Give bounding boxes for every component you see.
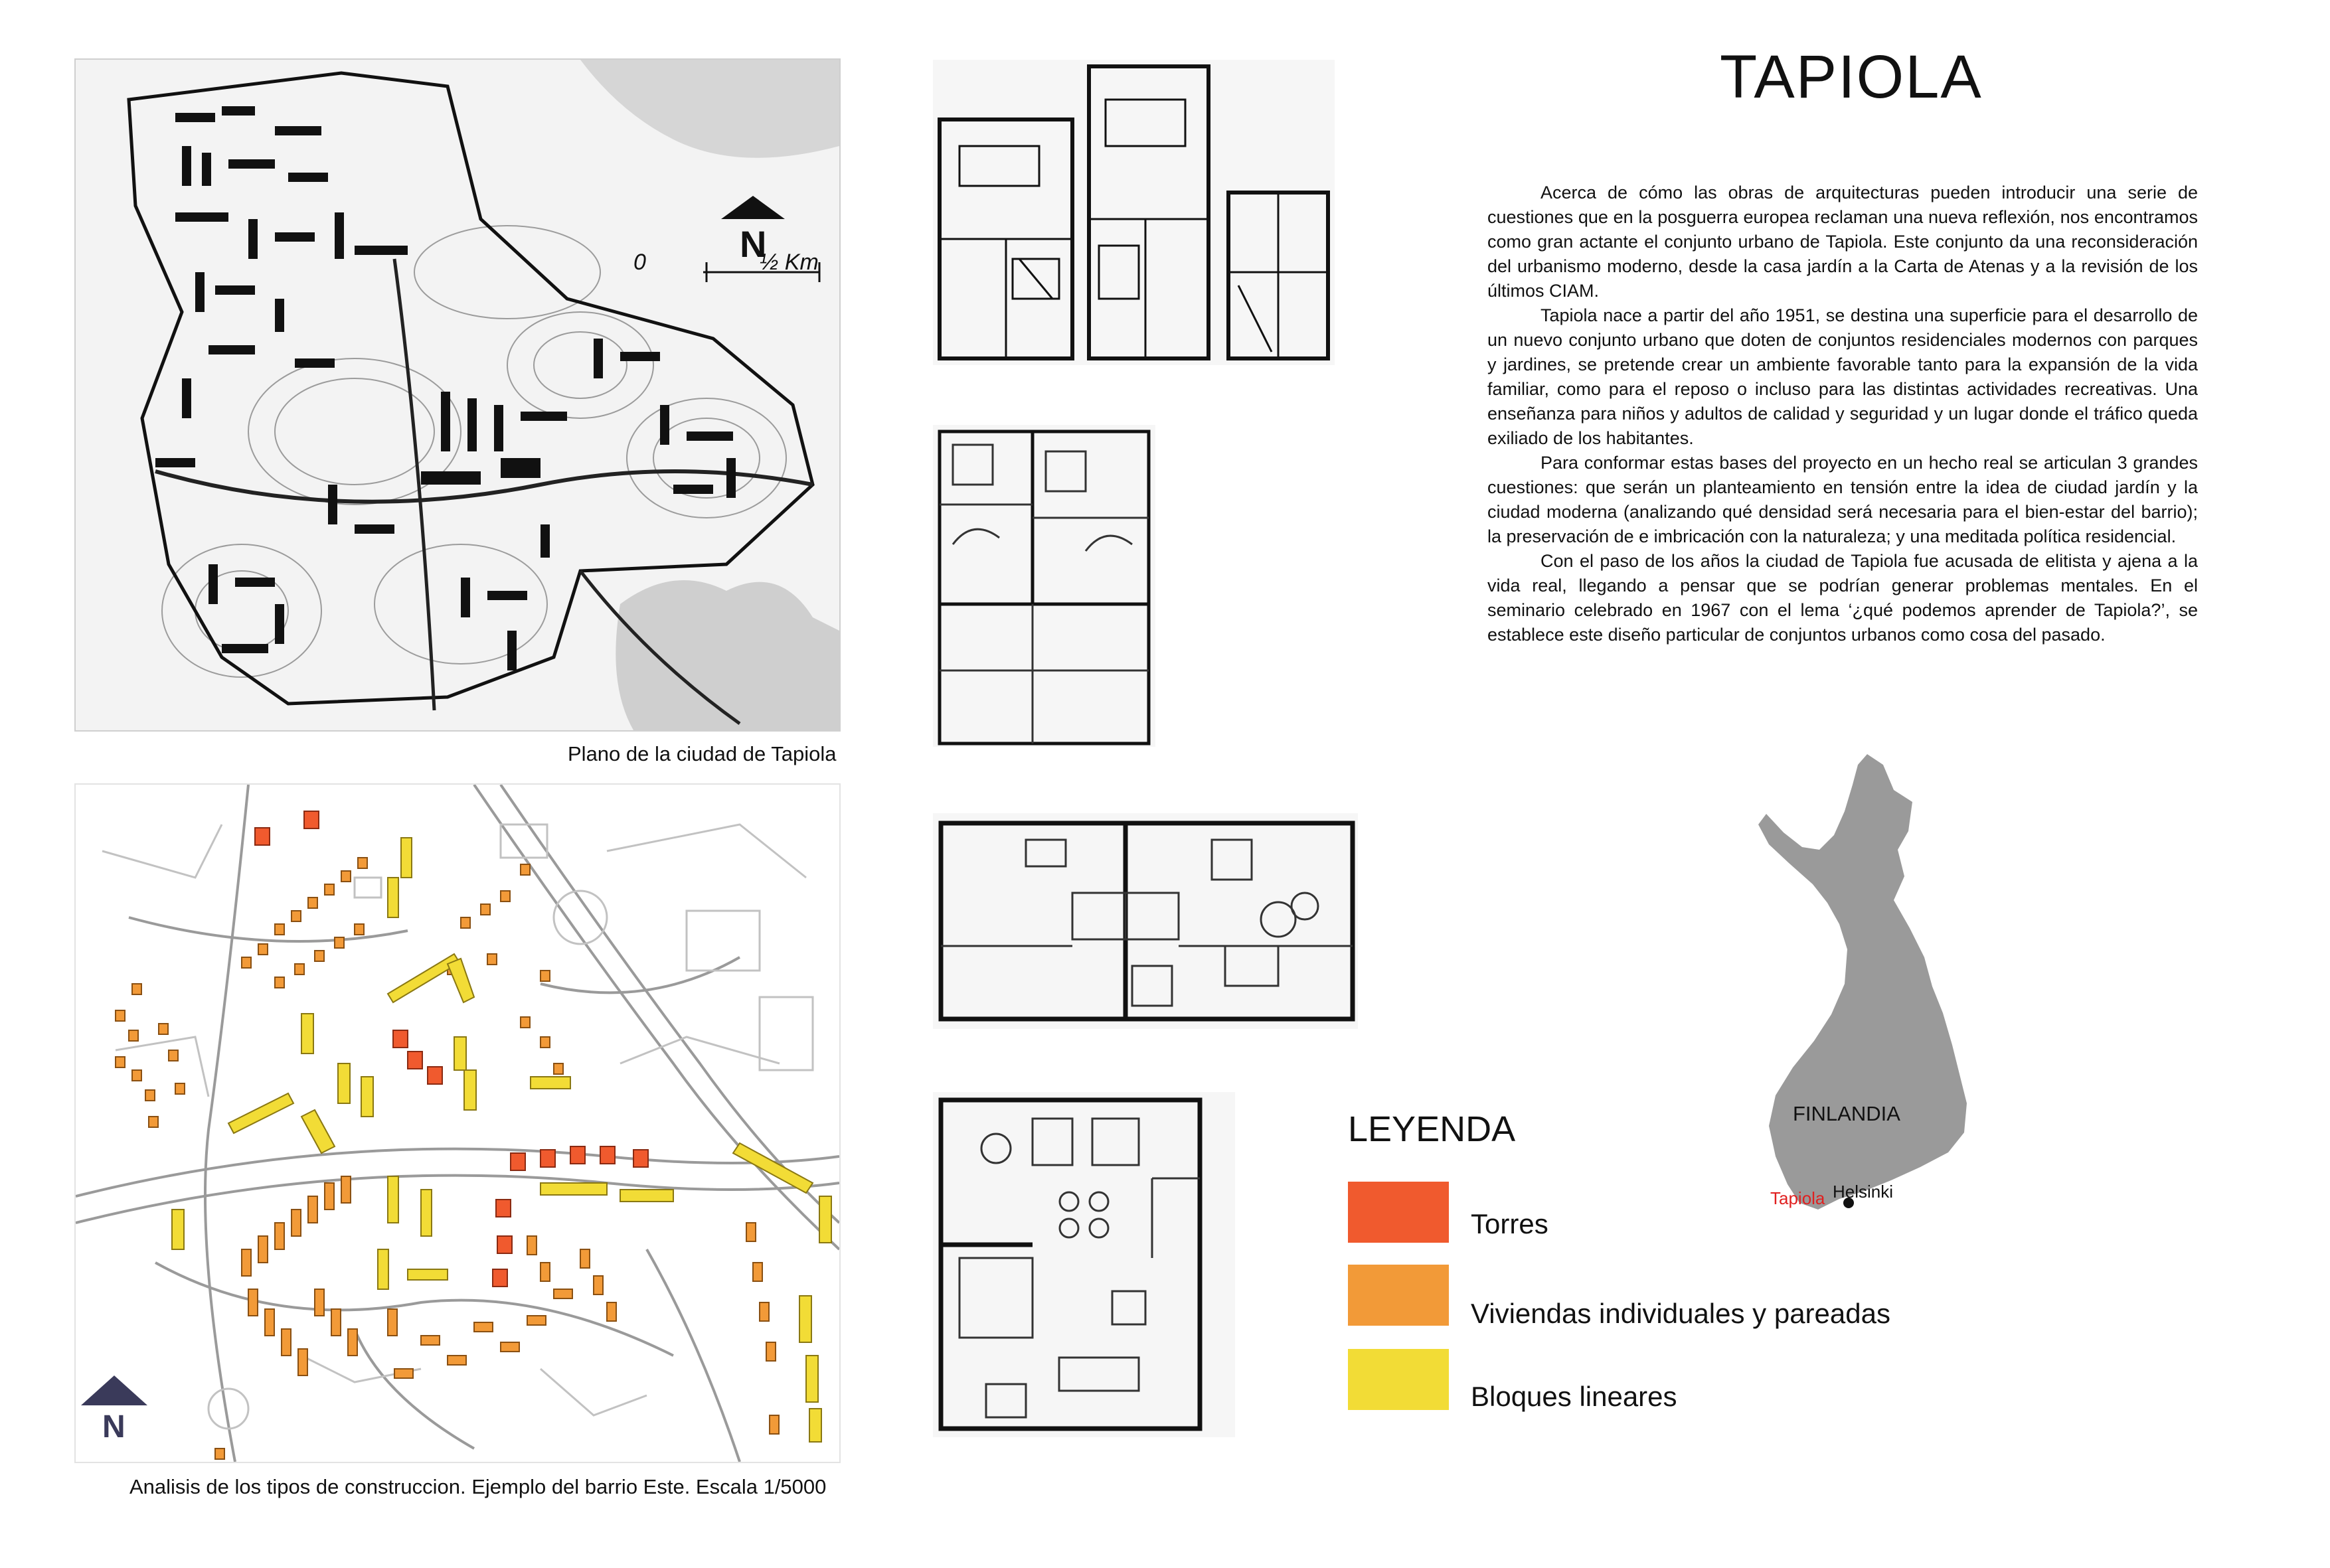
description-text (1487, 181, 2198, 647)
city-plan-map (74, 58, 841, 732)
page-title: TAPIOLA (1720, 43, 1983, 111)
floor-plan-1 (933, 60, 1335, 365)
finland-outline (1753, 750, 2005, 1255)
construction-types-map (74, 783, 841, 1463)
floor-plan-4 (933, 1092, 1235, 1437)
legend-title: LEYENDA (1348, 1109, 1516, 1149)
north-label: N (740, 223, 767, 265)
legend-swatch-viviendas (1348, 1265, 1449, 1326)
paragraph-3: Para conformar estas bases del proyecto en un hecho real se articulan 3 grandes cuestiones: que serán un planteamiento en tensión entre la idea de ciudad jardín y la ciudad moderna (analizando qué densidad será necesaria para el bien-estar del barrio); la preservación de e imbricación con la naturaleza; y una meditada política residencial. (1487, 453, 2198, 546)
floor-plan-2-drawing (933, 425, 1155, 747)
north-label: N (102, 1409, 125, 1445)
floor-plan-2 (933, 425, 1155, 747)
scale-end-label: ½ Km (760, 250, 819, 275)
city-plan-drawing (76, 60, 839, 730)
legend-swatch-torres (1348, 1182, 1449, 1243)
construction-types-drawing (76, 785, 839, 1462)
finland-map (1753, 750, 2005, 1255)
floor-plan-1-drawing (933, 60, 1335, 365)
city-plan-caption: Plano de la ciudad de Tapiola (568, 742, 837, 765)
floor-plan-3-drawing (933, 813, 1358, 1029)
helsinki-label: Helsinki (1833, 1182, 1894, 1202)
paragraph-2: Tapiola nace a partir del año 1951, se destina una superficie para el desarrollo de un nuevo conjunto urbano que doten de conjuntos residenciales modernos con parques y jardines, se pretende crear un ambiente favorable tanto para la expansión de la vida familiar, como para el reposo o incluso para las distintas actividades recreativas. Una enseñanza para niños y adultos de calidad y seguridad y un lugar donde el tráfico queda exiliado de los habitantes. (1487, 305, 2198, 448)
legend-label-viviendas: Viviendas individuales y pareadas (1471, 1298, 1890, 1329)
floor-plan-4-drawing (933, 1092, 1235, 1437)
country-label: FINLANDIA (1793, 1102, 1900, 1125)
paragraph-1: Acerca de cómo las obras de arquitecturas pueden introducir una serie de cuestiones que en la posguerra europea reclaman una nueva reflexión, nos encontramos como gran actante el conjunto urbano de Tapiola. Este conjunto da una reconsideración del urbanismo moderno, desde la casa jardín a la Carta de Atenas y a la revisión de los últimos CIAM. (1487, 183, 2198, 301)
tapiola-label: Tapiola (1770, 1188, 1825, 1208)
legend-label-torres: Torres (1471, 1208, 1548, 1239)
floor-plan-3 (933, 813, 1358, 1029)
scale-zero-label: 0 (633, 250, 646, 275)
paragraph-4: Con el paso de los años la ciudad de Tapiola fue acusada de elitista y ajena a la vida real, llegando a pensar que se podrían generar problemas mentales. En el seminario celebrado en 1967 con el lema ‘¿qué podemos aprender de Tapiola?’, se establece este diseño particular de conjuntos urbanos como cosa del pasado. (1487, 551, 2198, 645)
construction-types-caption: Analisis de los tipos de construccion. Ejemplo del barrio Este. Escala 1/5000 (129, 1475, 827, 1498)
legend-label-bloques: Bloques lineares (1471, 1381, 1677, 1412)
legend-swatch-bloques (1348, 1349, 1449, 1410)
